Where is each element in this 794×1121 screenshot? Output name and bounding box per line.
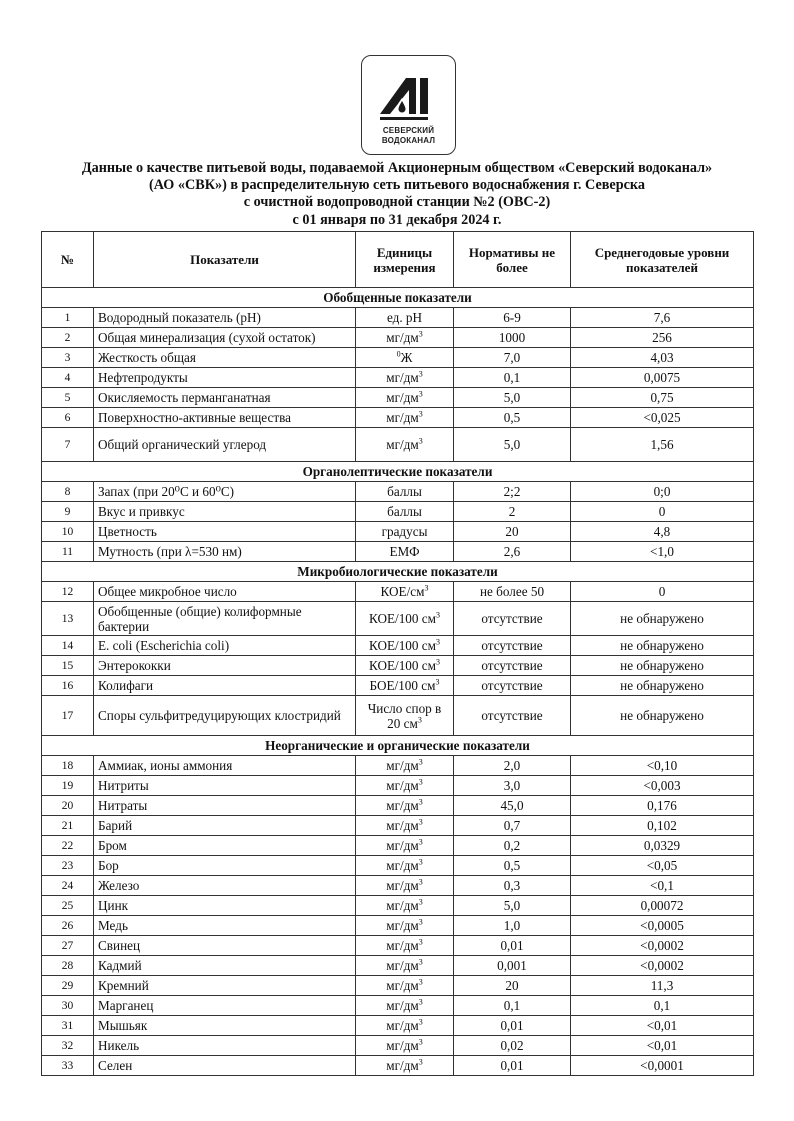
norm-cell: 2 bbox=[454, 502, 571, 522]
indicator-name: Нефтепродукты bbox=[94, 368, 356, 388]
norm-cell: 0,02 bbox=[454, 1036, 571, 1056]
norm-cell: 5,0 bbox=[454, 896, 571, 916]
row-number: 25 bbox=[42, 896, 94, 916]
indicator-name: Нитриты bbox=[94, 776, 356, 796]
row-number: 22 bbox=[42, 836, 94, 856]
average-value-cell: не обнаружено bbox=[571, 602, 754, 636]
norm-cell: 0,01 bbox=[454, 936, 571, 956]
indicator-name: Поверхностно-активные вещества bbox=[94, 408, 356, 428]
average-value-cell: 0,75 bbox=[571, 388, 754, 408]
row-number: 31 bbox=[42, 1016, 94, 1036]
row-number: 12 bbox=[42, 582, 94, 602]
row-number: 19 bbox=[42, 776, 94, 796]
norm-cell: 2,0 bbox=[454, 756, 571, 776]
norm-cell: отсутствие bbox=[454, 636, 571, 656]
indicator-name: Свинец bbox=[94, 936, 356, 956]
indicator-name: Никель bbox=[94, 1036, 356, 1056]
average-value-cell: 256 bbox=[571, 328, 754, 348]
unit-cell: $мг/дм^3$ bbox=[356, 796, 454, 816]
row-number: 11 bbox=[42, 542, 94, 562]
table-row bbox=[42, 796, 754, 816]
indicator-name: Бор bbox=[94, 856, 356, 876]
section-title: Микробиологические показатели bbox=[42, 562, 754, 582]
unit-cell: $мг/дм^3$ bbox=[356, 756, 454, 776]
unit-cell: $мг/дм^3$ bbox=[356, 328, 454, 348]
row-number: 4 bbox=[42, 368, 94, 388]
table-row bbox=[42, 522, 754, 542]
section-header-row bbox=[42, 288, 754, 308]
table-row bbox=[42, 502, 754, 522]
average-value-cell: <0,003 bbox=[571, 776, 754, 796]
table-row bbox=[42, 696, 754, 736]
row-number: 9 bbox=[42, 502, 94, 522]
indicator-name: Кремний bbox=[94, 976, 356, 996]
average-value-cell: 7,6 bbox=[571, 308, 754, 328]
row-number: 5 bbox=[42, 388, 94, 408]
norm-cell: не более 50 bbox=[454, 582, 571, 602]
unit-cell: ЕМФ bbox=[356, 542, 454, 562]
unit-cell: КОЕ/100 $см^3$ bbox=[356, 636, 454, 656]
unit-cell: КОЕ/100 $см^3$ bbox=[356, 602, 454, 636]
indicator-name: Жесткость общая bbox=[94, 348, 356, 368]
row-number: 18 bbox=[42, 756, 94, 776]
indicator-name: Энтерококки bbox=[94, 656, 356, 676]
water-quality-table bbox=[41, 231, 754, 1076]
indicator-name: Обобщенные (общие) колиформные бактерии bbox=[94, 602, 356, 636]
document-title-line2: (АО «СВК») в распределительную сеть питьевого водоснабжения г. Северска bbox=[149, 177, 645, 193]
indicator-name: Бром bbox=[94, 836, 356, 856]
indicator-name: Марганец bbox=[94, 996, 356, 1016]
table-header-row bbox=[42, 232, 754, 288]
unit-cell: Число спор в 20 $см^3$ bbox=[356, 696, 454, 736]
unit-cell: $мг/дм^3$ bbox=[356, 996, 454, 1016]
norm-cell: 0,2 bbox=[454, 836, 571, 856]
norm-cell: 3,0 bbox=[454, 776, 571, 796]
row-number: 8 bbox=[42, 482, 94, 502]
norm-cell: 20 bbox=[454, 976, 571, 996]
unit-cell: $мг/дм^3$ bbox=[356, 976, 454, 996]
section-title: Обобщенные показатели bbox=[42, 288, 754, 308]
average-value-cell: не обнаружено bbox=[571, 676, 754, 696]
indicator-name: Вкус и привкус bbox=[94, 502, 356, 522]
indicator-name: Барий bbox=[94, 816, 356, 836]
row-number: 32 bbox=[42, 1036, 94, 1056]
table-row bbox=[42, 368, 754, 388]
section-header-row bbox=[42, 562, 754, 582]
unit-cell: баллы bbox=[356, 502, 454, 522]
row-number: 7 bbox=[42, 428, 94, 462]
average-value-cell: <0,01 bbox=[571, 1016, 754, 1036]
average-value-cell: 0,1 bbox=[571, 996, 754, 1016]
norm-cell: отсутствие bbox=[454, 696, 571, 736]
header-number: № bbox=[42, 232, 94, 288]
indicator-name: Аммиак, ионы аммония bbox=[94, 756, 356, 776]
average-value-cell: <0,1 bbox=[571, 876, 754, 896]
row-number: 13 bbox=[42, 602, 94, 636]
row-number: 20 bbox=[42, 796, 94, 816]
norm-cell: отсутствие bbox=[454, 656, 571, 676]
average-value-cell: <0,05 bbox=[571, 856, 754, 876]
table-row bbox=[42, 996, 754, 1016]
norm-cell: 0,1 bbox=[454, 368, 571, 388]
indicator-name: Кадмий bbox=[94, 956, 356, 976]
norm-cell: 1000 bbox=[454, 328, 571, 348]
unit-cell: $мг/дм^3$ bbox=[356, 776, 454, 796]
table-row bbox=[42, 328, 754, 348]
average-value-cell: 0 bbox=[571, 502, 754, 522]
norm-cell: 5,0 bbox=[454, 428, 571, 462]
row-number: 2 bbox=[42, 328, 94, 348]
row-number: 24 bbox=[42, 876, 94, 896]
norm-cell: 1,0 bbox=[454, 916, 571, 936]
norm-cell: 0,01 bbox=[454, 1016, 571, 1036]
table-row bbox=[42, 936, 754, 956]
norm-cell: 45,0 bbox=[454, 796, 571, 816]
indicator-name: E. coli (Escherichia coli) bbox=[94, 636, 356, 656]
row-number: 23 bbox=[42, 856, 94, 876]
table-row bbox=[42, 348, 754, 368]
table-row bbox=[42, 542, 754, 562]
table-row bbox=[42, 836, 754, 856]
average-value-cell: 0;0 bbox=[571, 482, 754, 502]
average-value-cell: не обнаружено bbox=[571, 636, 754, 656]
norm-cell: 2;2 bbox=[454, 482, 571, 502]
row-number: 28 bbox=[42, 956, 94, 976]
table-row bbox=[42, 388, 754, 408]
table-row bbox=[42, 956, 754, 976]
table-row bbox=[42, 1036, 754, 1056]
indicator-name: Колифаги bbox=[94, 676, 356, 696]
unit-cell: $мг/дм^3$ bbox=[356, 1056, 454, 1076]
average-value-cell: <0,0005 bbox=[571, 916, 754, 936]
norm-cell: 20 bbox=[454, 522, 571, 542]
row-number: 21 bbox=[42, 816, 94, 836]
average-value-cell: <0,0001 bbox=[571, 1056, 754, 1076]
norm-cell: 0,3 bbox=[454, 876, 571, 896]
table-row bbox=[42, 916, 754, 936]
document-title-line1: Данные о качестве питьевой воды, подаваемой Акционерным обществом «Северский водоканал» bbox=[81, 160, 713, 176]
unit-cell: $мг/дм^3$ bbox=[356, 368, 454, 388]
indicator-name: Цветность bbox=[94, 522, 356, 542]
norm-cell: 0,7 bbox=[454, 816, 571, 836]
table-row bbox=[42, 856, 754, 876]
norm-cell: 6-9 bbox=[454, 308, 571, 328]
indicator-name: Цинк bbox=[94, 896, 356, 916]
unit-cell: $мг/дм^3$ bbox=[356, 876, 454, 896]
indicator-name: Общая минерализация (сухой остаток) bbox=[94, 328, 356, 348]
table-row bbox=[42, 896, 754, 916]
unit-cell: $мг/дм^3$ bbox=[356, 816, 454, 836]
table-row bbox=[42, 816, 754, 836]
unit-cell: ед. pH bbox=[356, 308, 454, 328]
indicator-name: Мышьяк bbox=[94, 1016, 356, 1036]
indicator-name: Медь bbox=[94, 916, 356, 936]
average-value-cell: 0,102 bbox=[571, 816, 754, 836]
table-row bbox=[42, 976, 754, 996]
unit-cell: $мг/дм^3$ bbox=[356, 1016, 454, 1036]
unit-cell: $мг/дм^3$ bbox=[356, 936, 454, 956]
row-number: 27 bbox=[42, 936, 94, 956]
row-number: 29 bbox=[42, 976, 94, 996]
section-header-row bbox=[42, 462, 754, 482]
indicator-name: Селен bbox=[94, 1056, 356, 1076]
table-row bbox=[42, 482, 754, 502]
average-value-cell: 0,00072 bbox=[571, 896, 754, 916]
indicator-name: Запах (при 20⁰С и 60⁰С) bbox=[94, 482, 356, 502]
header-norm: Нормативы не более bbox=[454, 232, 571, 288]
table-row bbox=[42, 582, 754, 602]
average-value-cell: 1,56 bbox=[571, 428, 754, 462]
unit-cell: $мг/дм^3$ bbox=[356, 896, 454, 916]
average-value-cell: <0,025 bbox=[571, 408, 754, 428]
average-value-cell: 4,03 bbox=[571, 348, 754, 368]
unit-cell: $мг/дм^3$ bbox=[356, 388, 454, 408]
unit-cell: $мг/дм^3$ bbox=[356, 836, 454, 856]
unit-cell: $мг/дм^3$ bbox=[356, 956, 454, 976]
unit-cell: БОЕ/100 $см^3$ bbox=[356, 676, 454, 696]
table-row bbox=[42, 602, 754, 636]
section-header-row bbox=[42, 736, 754, 756]
norm-cell: 7,0 bbox=[454, 348, 571, 368]
average-value-cell: <1,0 bbox=[571, 542, 754, 562]
header-unit: Единицы измерения bbox=[356, 232, 454, 288]
average-value-cell: 0,176 bbox=[571, 796, 754, 816]
header-indicator: Показатели bbox=[94, 232, 356, 288]
unit-cell: $мг/дм^3$ bbox=[356, 856, 454, 876]
average-value-cell: не обнаружено bbox=[571, 696, 754, 736]
row-number: 17 bbox=[42, 696, 94, 736]
norm-cell: отсутствие bbox=[454, 602, 571, 636]
row-number: 6 bbox=[42, 408, 94, 428]
section-title: Неорганические и органические показатели bbox=[42, 736, 754, 756]
norm-cell: 2,6 bbox=[454, 542, 571, 562]
unit-cell: КОЕ/$см^3$ bbox=[356, 582, 454, 602]
average-value-cell: 0,0075 bbox=[571, 368, 754, 388]
indicator-name: Нитраты bbox=[94, 796, 356, 816]
indicator-name: Железо bbox=[94, 876, 356, 896]
row-number: 30 bbox=[42, 996, 94, 1016]
average-value-cell: <0,01 bbox=[571, 1036, 754, 1056]
row-number: 3 bbox=[42, 348, 94, 368]
average-value-cell: 0 bbox=[571, 582, 754, 602]
row-number: 33 bbox=[42, 1056, 94, 1076]
logo-text-line1: СЕВЕРСКИЙ bbox=[382, 126, 435, 135]
indicator-name: Споры сульфитредуцирующих клостридий bbox=[94, 696, 356, 736]
table-row bbox=[42, 636, 754, 656]
unit-cell: КОЕ/100 $см^3$ bbox=[356, 656, 454, 676]
table-row bbox=[42, 1056, 754, 1076]
average-value-cell: <0,0002 bbox=[571, 956, 754, 976]
table-row bbox=[42, 428, 754, 462]
average-value-cell: 4,8 bbox=[571, 522, 754, 542]
logo-text-line2: ВОДОКАНАЛ bbox=[381, 136, 436, 145]
average-value-cell: <0,10 bbox=[571, 756, 754, 776]
row-number: 1 bbox=[42, 308, 94, 328]
unit-cell: баллы bbox=[356, 482, 454, 502]
unit-cell: $мг/дм^3$ bbox=[356, 916, 454, 936]
row-number: 26 bbox=[42, 916, 94, 936]
table-row bbox=[42, 656, 754, 676]
document-title-line3: с очистной водопроводной станции №2 (ОВС-2) bbox=[243, 194, 551, 210]
norm-cell: 0,1 bbox=[454, 996, 571, 1016]
norm-cell: 0,5 bbox=[454, 856, 571, 876]
indicator-name: Мутность (при λ=530 нм) bbox=[94, 542, 356, 562]
norm-cell: отсутствие bbox=[454, 676, 571, 696]
unit-cell: $мг/дм^3$ bbox=[356, 408, 454, 428]
norm-cell: 0,001 bbox=[454, 956, 571, 976]
header-annual-average: Среднегодовые уровни показателей bbox=[571, 232, 754, 288]
row-number: 16 bbox=[42, 676, 94, 696]
unit-cell: $^0$Ж bbox=[356, 348, 454, 368]
average-value-cell: 11,3 bbox=[571, 976, 754, 996]
row-number: 10 bbox=[42, 522, 94, 542]
average-value-cell: <0,0002 bbox=[571, 936, 754, 956]
table-row bbox=[42, 756, 754, 776]
indicator-name: Водородный показатель (pH) bbox=[94, 308, 356, 328]
average-value-cell: 0,0329 bbox=[571, 836, 754, 856]
indicator-name: Окисляемость перманганатная bbox=[94, 388, 356, 408]
table-row bbox=[42, 308, 754, 328]
norm-cell: 5,0 bbox=[454, 388, 571, 408]
norm-cell: 0,5 bbox=[454, 408, 571, 428]
unit-cell: $мг/дм^3$ bbox=[356, 1036, 454, 1056]
row-number: 15 bbox=[42, 656, 94, 676]
average-value-cell: не обнаружено bbox=[571, 656, 754, 676]
row-number: 14 bbox=[42, 636, 94, 656]
table-row bbox=[42, 408, 754, 428]
table-row bbox=[42, 776, 754, 796]
table-row bbox=[42, 876, 754, 896]
section-title: Органолептические показатели bbox=[42, 462, 754, 482]
unit-cell: градусы bbox=[356, 522, 454, 542]
table-row bbox=[42, 1016, 754, 1036]
norm-cell: 0,01 bbox=[454, 1056, 571, 1076]
unit-cell: $мг/дм^3$ bbox=[356, 428, 454, 462]
table-row bbox=[42, 676, 754, 696]
indicator-name: Общее микробное число bbox=[94, 582, 356, 602]
company-logo bbox=[361, 55, 456, 155]
document-title-period: с 01 января по 31 декабря 2024 г. bbox=[292, 212, 502, 228]
indicator-name: Общий органический углерод bbox=[94, 428, 356, 462]
